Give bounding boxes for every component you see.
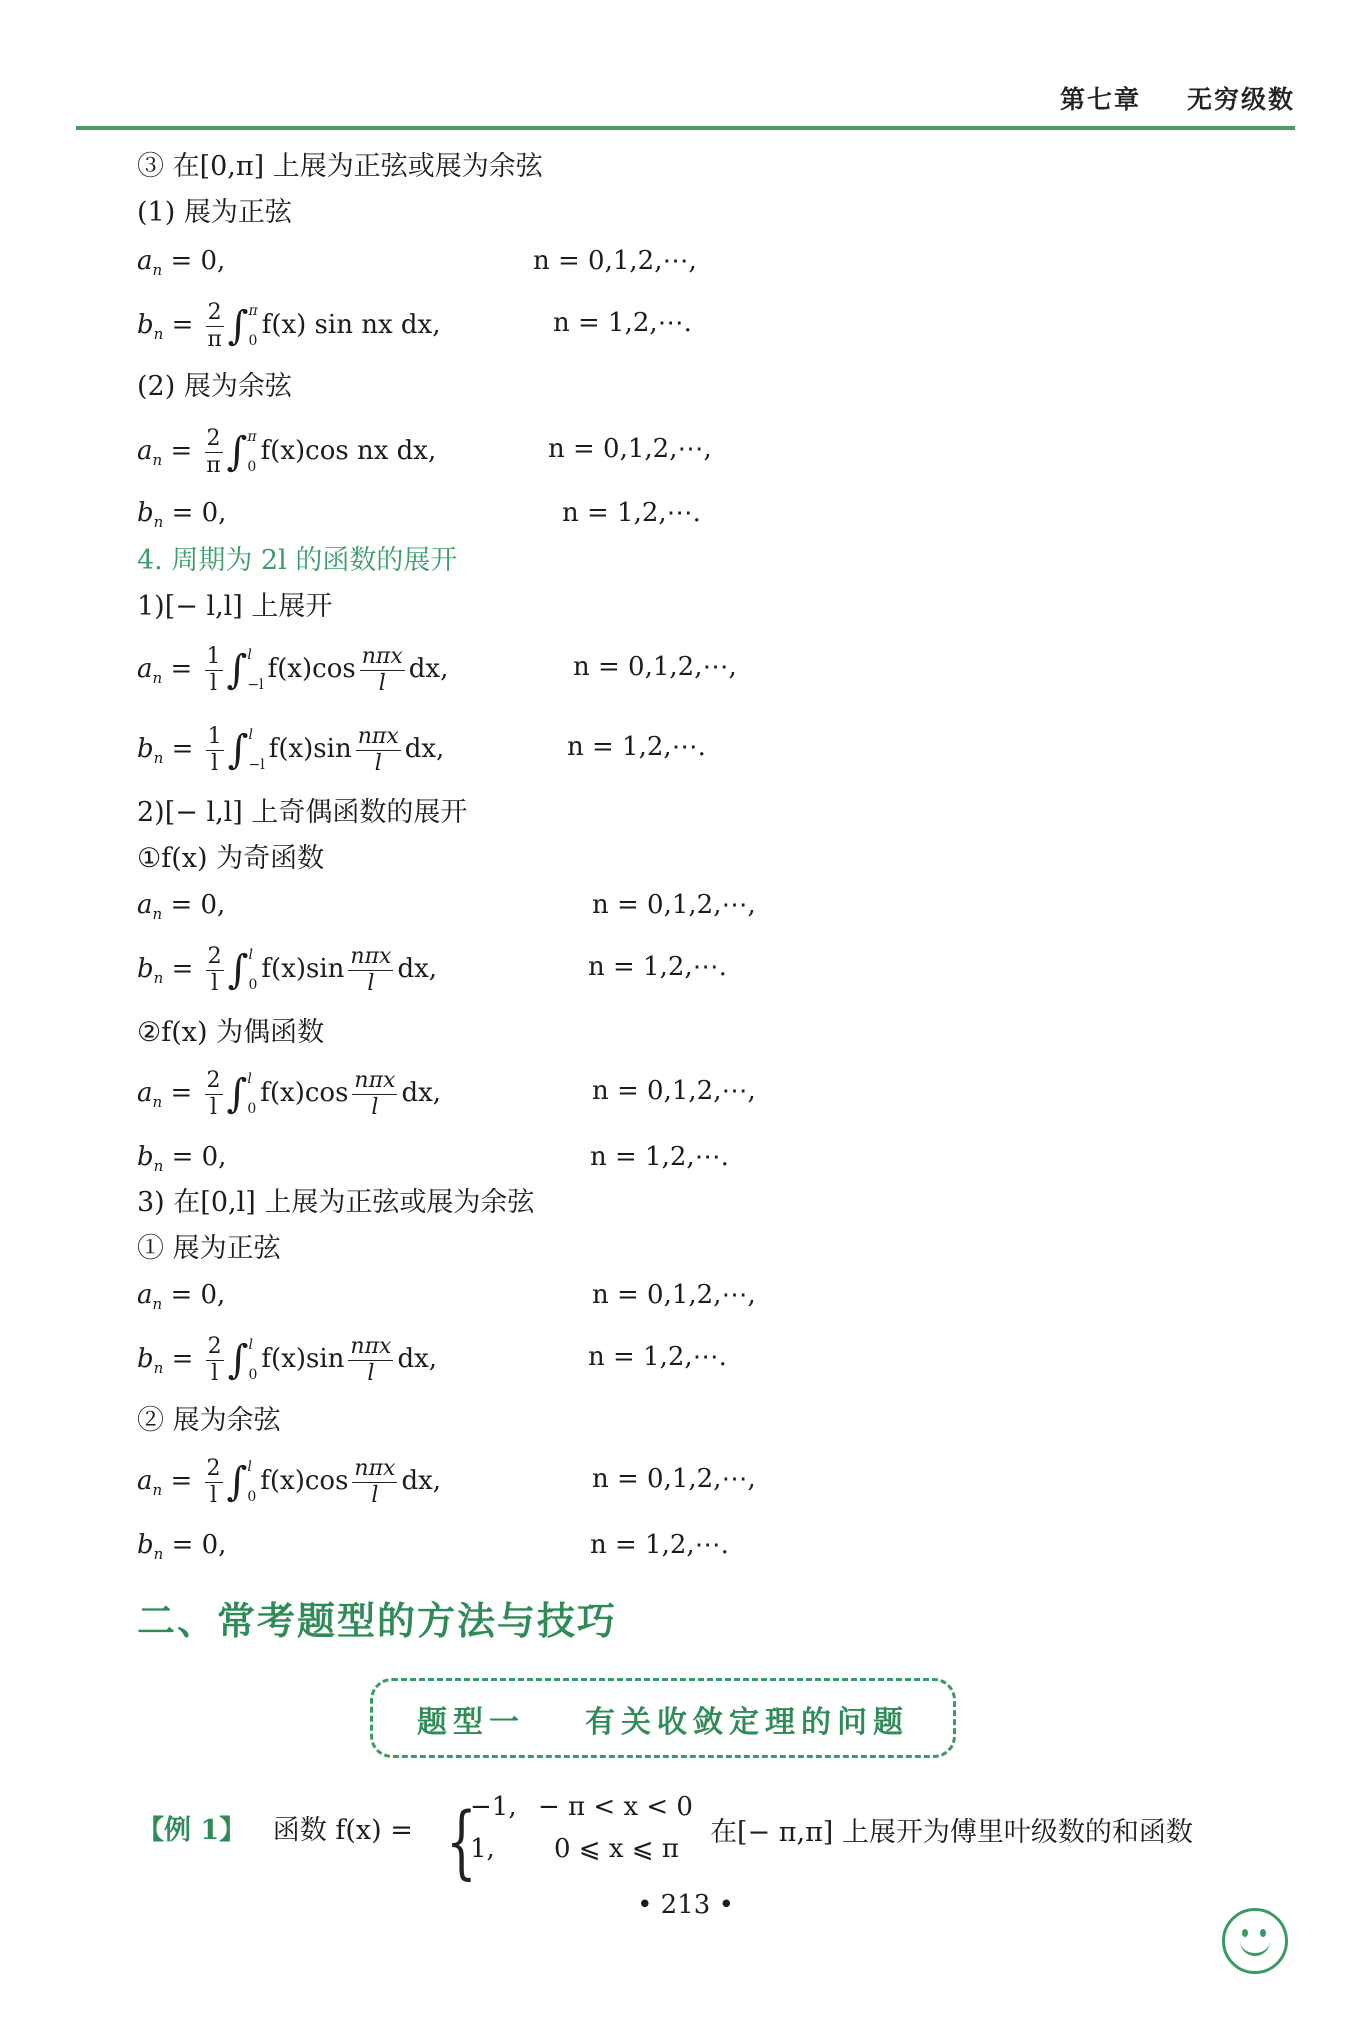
text-line: (2) 展为余弦	[137, 371, 292, 402]
formula-condition: n = 1,2,⋯.	[553, 308, 692, 338]
formula: $a_n$ = $\frac{2}{l}$ ∫ l 0 f(x)cos $\frac{\text{nπx}}{l}$ dx,	[137, 1455, 442, 1508]
formula: $a_n$ = $\frac{2}{l}$ ∫ l 0 f(x)cos $\frac{\text{nπx}}{l}$ dx,	[137, 1067, 442, 1120]
text-line: ① 展为正弦	[137, 1233, 281, 1264]
section-title: 二、常考题型的方法与技巧	[137, 1599, 618, 1643]
piecewise-condition: 0 ⩽ x ⩽ π	[554, 1834, 679, 1864]
smiley-icon	[1222, 1908, 1288, 1974]
formula-condition: n = 1,2,⋯.	[590, 1530, 729, 1560]
formula: $b_n = 0$,	[137, 1530, 227, 1564]
subsection-heading: 4. 周期为 2l 的函数的展开	[137, 545, 458, 576]
text-line: ② 展为余弦	[137, 1405, 281, 1436]
formula: $b_n$ = $\frac{2}{\pi}$ ∫ π 0 f(x) sin nx dx,	[137, 299, 441, 352]
chapter-title: 第七章 无穷级数	[1059, 85, 1295, 114]
page-number: • 213 •	[637, 1890, 734, 1920]
text-line: ③ 在[0,π] 上展为正弦或展为余弦	[137, 151, 543, 182]
formula: $b_n = 0$,	[137, 1142, 227, 1176]
piecewise-case: −1,	[470, 1792, 517, 1822]
formula: $a_n = 0$,	[137, 1280, 226, 1314]
formula-condition: n = 0,1,2,⋯,	[548, 434, 712, 464]
formula: $b_n$ = $\frac{2}{l}$ ∫ l 0 f(x)sin $\frac{\text{nπx}}{l}$ dx,	[137, 943, 438, 996]
question-type-box	[370, 1678, 956, 1758]
formula-condition: n = 0,1,2,⋯,	[592, 1076, 756, 1106]
formula-condition: n = 0,1,2,⋯,	[533, 246, 697, 276]
question-type-title: 题型一 有关收敛定理的问题	[417, 1705, 909, 1740]
text-line: 1)[− l,l] 上展开	[137, 591, 333, 622]
text-line: (1) 展为正弦	[137, 197, 292, 228]
page-header	[76, 70, 1295, 130]
formula-condition: n = 1,2,⋯.	[590, 1142, 729, 1172]
formula-condition: n = 0,1,2,⋯,	[592, 1280, 756, 1310]
formula-condition: n = 1,2,⋯.	[567, 732, 706, 762]
piecewise-condition: − π < x < 0	[538, 1792, 693, 1822]
formula-condition: n = 0,1,2,⋯,	[592, 890, 756, 920]
formula-condition: n = 1,2,⋯.	[588, 1342, 727, 1372]
text-line: 3) 在[0,l] 上展为正弦或展为余弦	[137, 1187, 535, 1218]
formula: $a_n$ = $\frac{1}{l}$ ∫ l −l f(x)cos $\frac{\text{nπx}}{l}$ dx,	[137, 643, 449, 696]
example-tag: 【例 1】	[137, 1815, 247, 1846]
text-line: ②f(x) 为偶函数	[137, 1017, 325, 1048]
text-line: 2)[− l,l] 上奇偶函数的展开	[137, 797, 468, 828]
formula-condition: n = 0,1,2,⋯,	[573, 652, 737, 682]
formula: $a_n = 0$,	[137, 890, 226, 924]
formula: $a_n = 0$,	[137, 246, 226, 280]
formula-condition: n = 1,2,⋯.	[562, 498, 701, 528]
formula: $b_n$ = $\frac{2}{l}$ ∫ l 0 f(x)sin $\frac{\text{nπx}}{l}$ dx,	[137, 1333, 438, 1386]
formula-condition: n = 1,2,⋯.	[588, 952, 727, 982]
example-text: 在[− π,π] 上展开为傅里叶级数的和函数	[710, 1817, 1193, 1848]
text-line: ①f(x) 为奇函数	[137, 843, 325, 874]
piecewise-brace: {	[446, 1795, 477, 1888]
formula: $b_n = 0$,	[137, 498, 227, 532]
formula: $b_n$ = $\frac{1}{l}$ ∫ l −l f(x)sin $\frac{\text{nπx}}{l}$ dx,	[137, 723, 445, 776]
example-1: 【例 1】 函数 f(x) =	[137, 1815, 413, 1846]
formula: $a_n$ = $\frac{2}{\pi}$ ∫ π 0 f(x)cos nx dx,	[137, 425, 437, 478]
formula-condition: n = 0,1,2,⋯,	[592, 1464, 756, 1494]
piecewise-case: 1,	[470, 1834, 495, 1864]
